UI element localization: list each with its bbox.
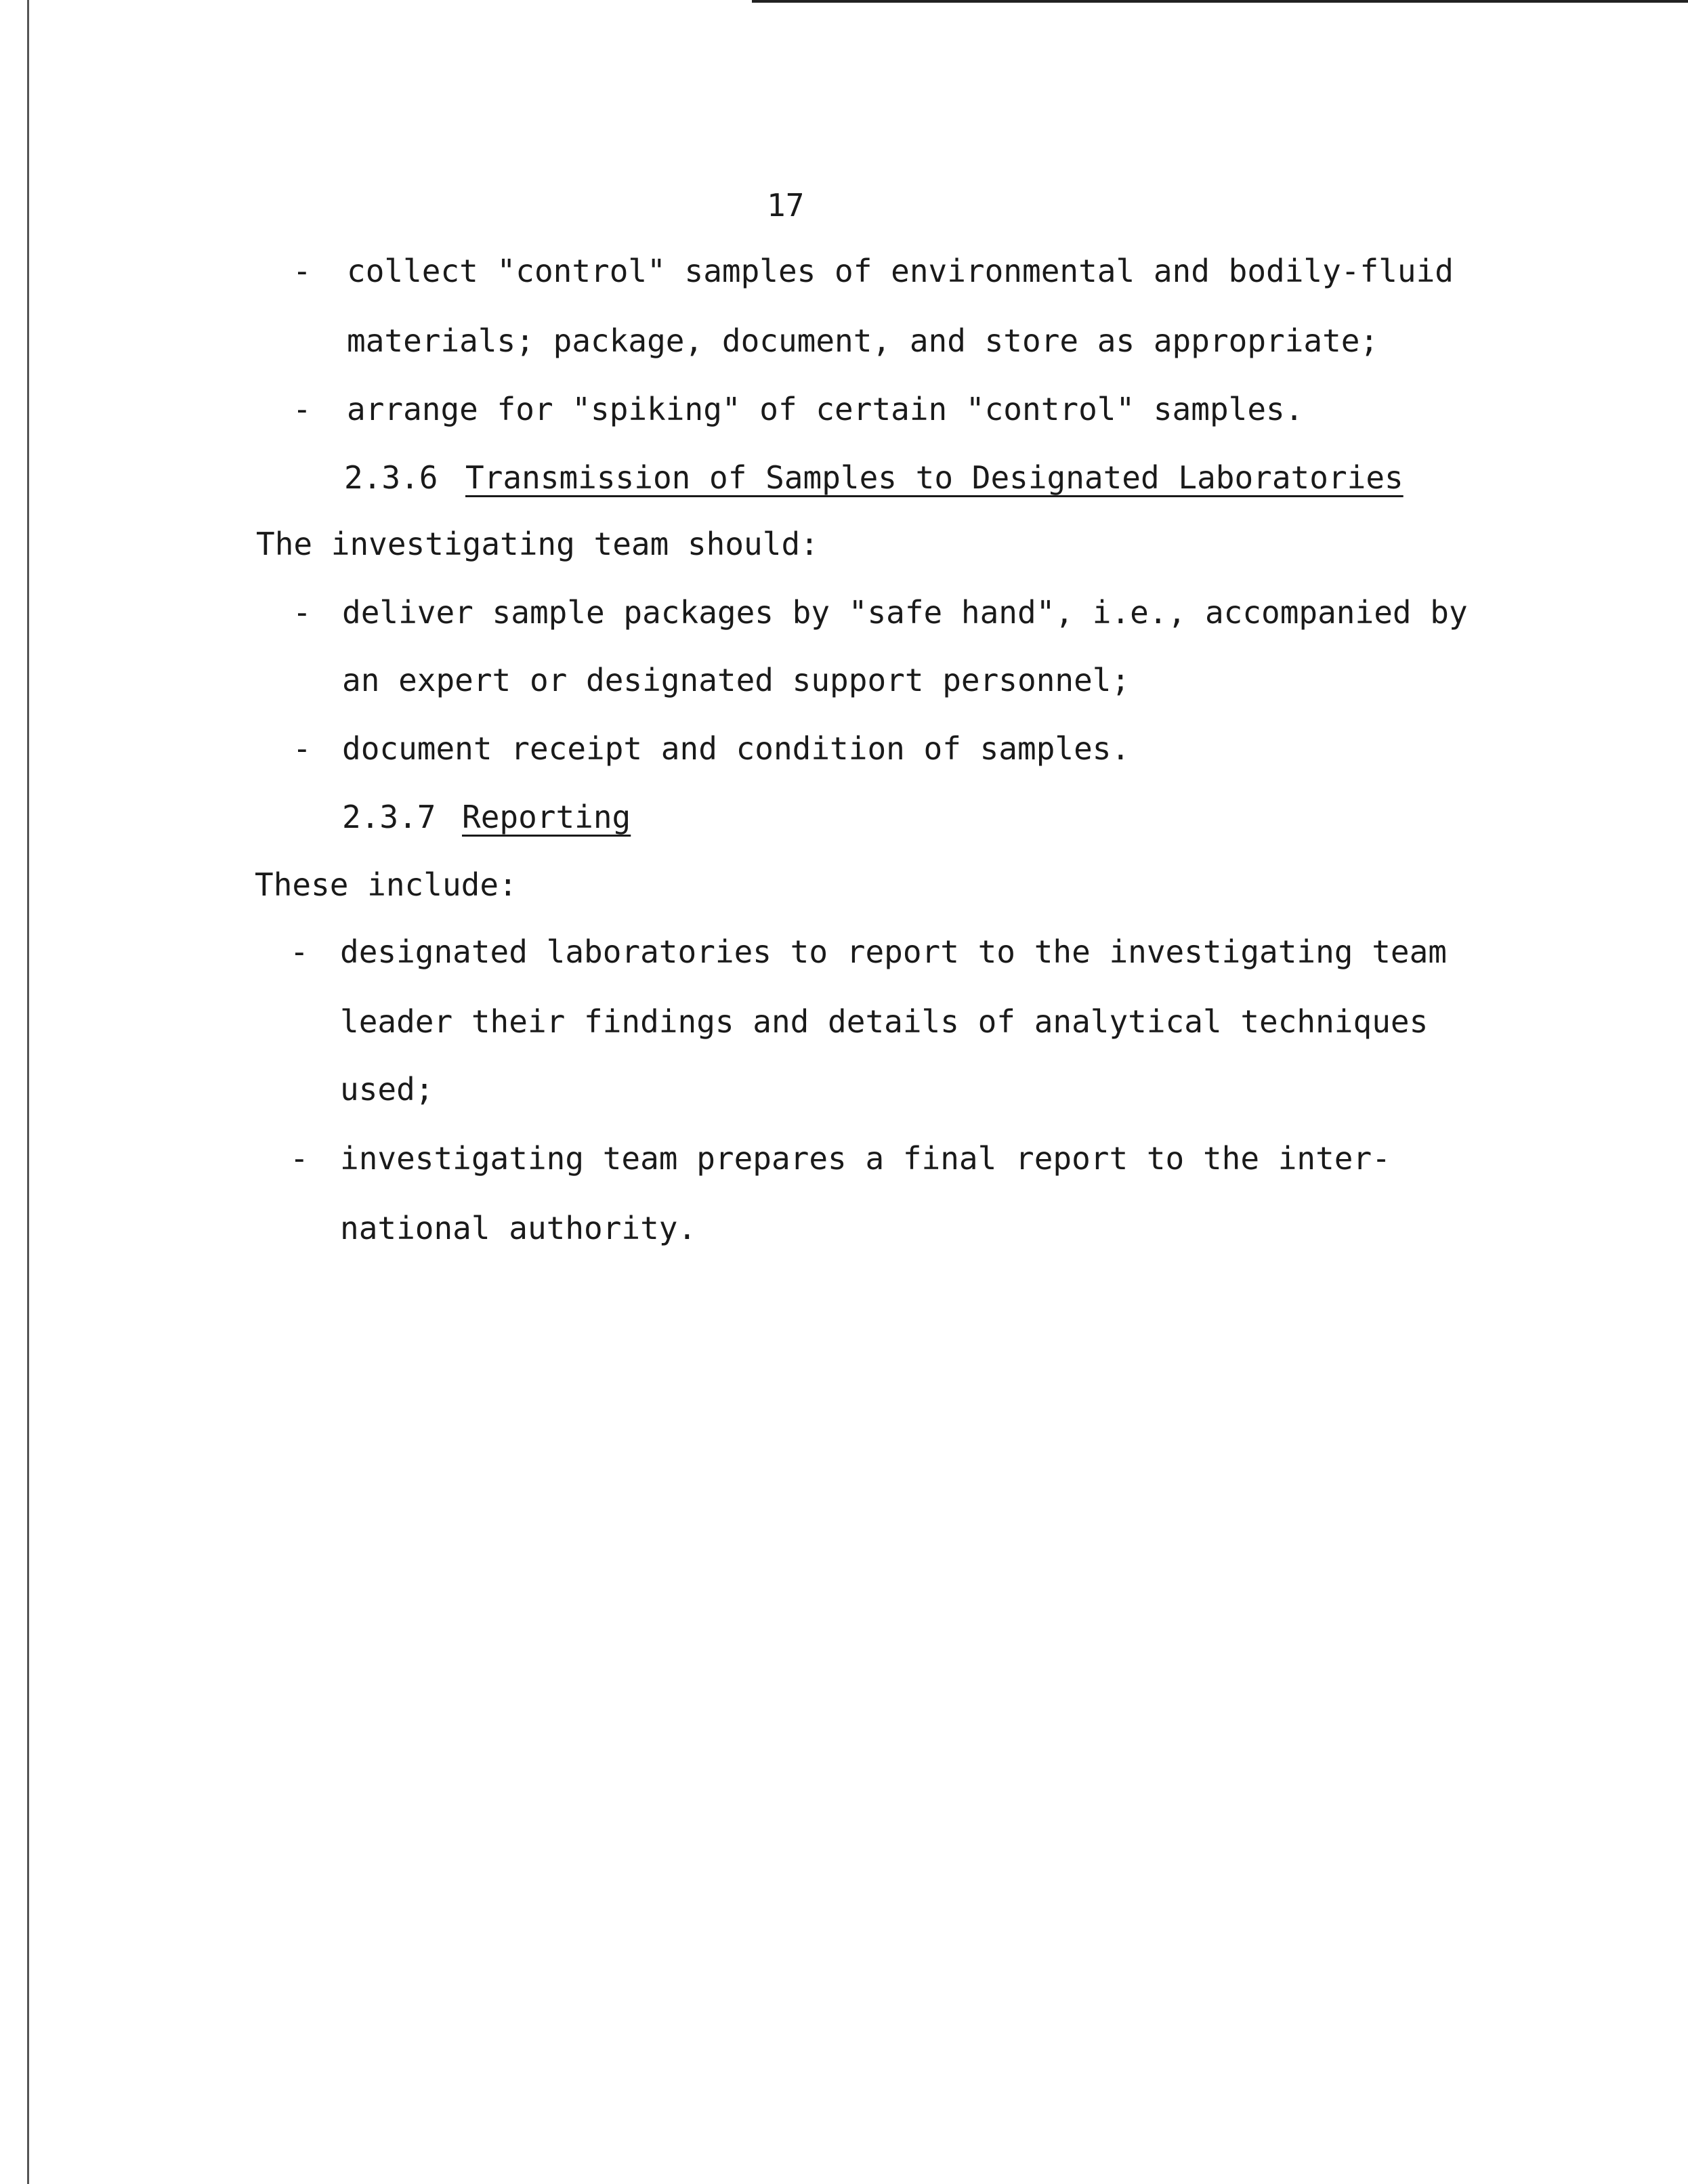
section-title: Transmission of Samples to Designated Laboratories: [465, 459, 1404, 496]
list-item-line: document receipt and condition of samples.: [342, 730, 1131, 767]
section-number: 2.3.7: [342, 799, 436, 835]
list-item-line: investigating team prepares a final report to the inter-: [340, 1140, 1391, 1177]
list-item-line: arrange for "spiking" of certain "control" samples.: [347, 391, 1304, 427]
bullet-dash: -: [290, 933, 309, 970]
list-item-line: collect "control" samples of environmental and bodily-fluid: [347, 253, 1454, 289]
bullet-dash: -: [293, 391, 312, 427]
list-item-line: designated laboratories to report to the investigating team: [340, 933, 1447, 970]
bullet-dash: -: [293, 730, 312, 767]
bullet-dash: -: [293, 253, 312, 289]
list-item-line: national authority.: [340, 1210, 697, 1246]
list-item-line: an expert or designated support personnel;: [342, 662, 1131, 698]
list-item-line: leader their findings and details of analytical techniques: [340, 1003, 1429, 1040]
list-item-line: materials; package, document, and store as appropriate;: [347, 322, 1379, 359]
page-number: 17: [767, 187, 805, 224]
bullet-dash: -: [290, 1140, 309, 1177]
page-left-edge: [27, 0, 29, 2184]
list-item-line: deliver sample packages by "safe hand", i.e., accompanied by: [342, 594, 1468, 631]
section-intro: The investigating team should:: [256, 526, 819, 562]
section-intro: These include:: [255, 866, 518, 903]
list-item-line: used;: [340, 1071, 434, 1108]
section-title: Reporting: [462, 799, 631, 835]
page-top-edge: [752, 0, 1688, 3]
bullet-dash: -: [293, 594, 312, 631]
section-number: 2.3.6: [344, 459, 438, 496]
